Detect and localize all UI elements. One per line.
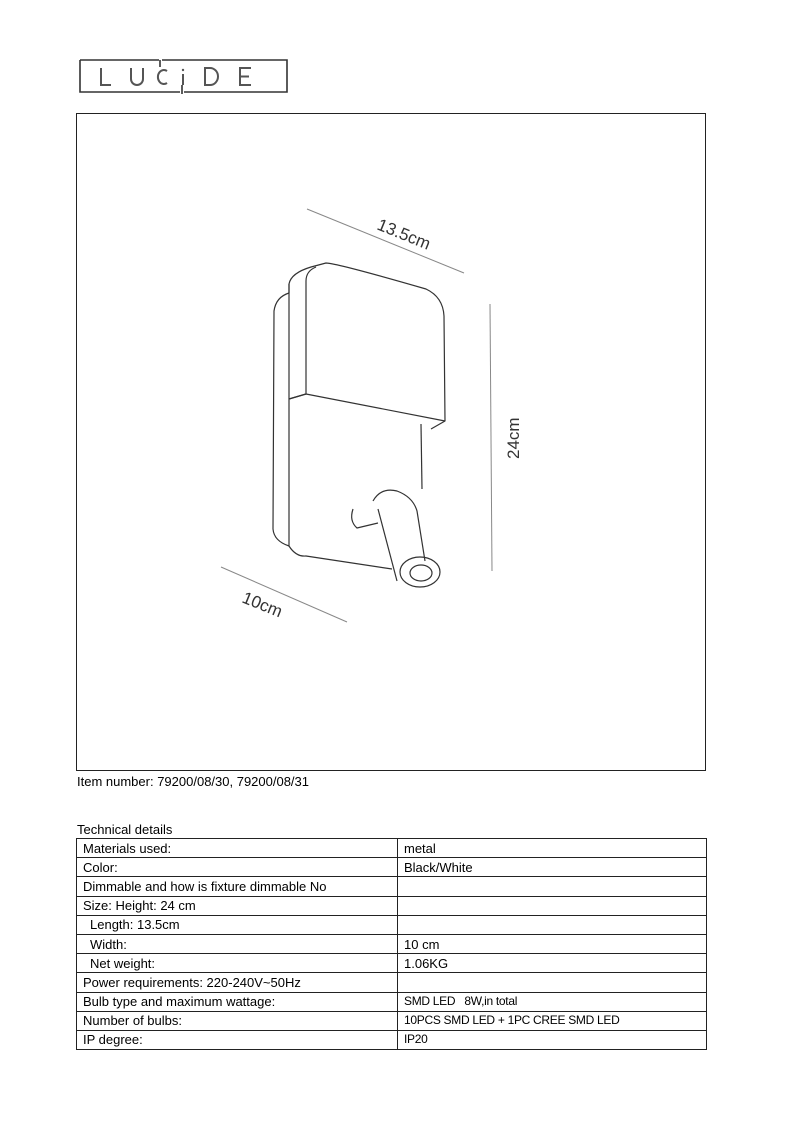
spec-key: Size: Height: 24 cm: [77, 896, 398, 915]
table-row: [77, 858, 707, 877]
spec-value: 1.06KG: [398, 954, 707, 973]
product-drawing-frame: [76, 113, 706, 771]
spec-value: metal: [398, 839, 707, 858]
technical-details-table: [76, 838, 707, 1050]
spec-key: Number of bulbs:: [77, 1011, 398, 1030]
dimension-height: 24cm: [504, 417, 523, 459]
lucide-logo: [79, 57, 288, 94]
spec-key: Bulb type and maximum wattage:: [77, 992, 398, 1011]
spec-value: 10PCS SMD LED + 1PC CREE SMD LED: [398, 1011, 707, 1030]
table-row: [77, 1011, 707, 1030]
spec-value: 10 cm: [398, 934, 707, 953]
spec-key: Width:: [77, 934, 398, 953]
table-row: [77, 934, 707, 953]
spec-value: [398, 915, 707, 934]
spec-value: [398, 896, 707, 915]
wall-lamp-drawing: [77, 114, 707, 772]
technical-details-title: Technical details: [77, 822, 173, 837]
table-row: [77, 877, 707, 896]
dimension-length: 13.5cm: [374, 215, 434, 254]
spec-key: Dimmable and how is fixture dimmable No: [77, 877, 398, 896]
spec-value: [398, 877, 707, 896]
item-number: Item number: 79200/08/30, 79200/08/31: [77, 774, 310, 789]
dimension-width: 10cm: [239, 588, 286, 622]
table-row: [77, 992, 707, 1011]
spec-value: SMD LED 8W,in total: [398, 992, 707, 1011]
table-row: [77, 954, 707, 973]
spec-value: [398, 973, 707, 992]
spec-key: Length: 13.5cm: [77, 915, 398, 934]
spec-key: Materials used:: [77, 839, 398, 858]
table-row: [77, 915, 707, 934]
spec-key: IP degree:: [77, 1030, 398, 1049]
spec-value: IP20: [398, 1030, 707, 1049]
spec-key: Power requirements: 220-240V~50Hz: [77, 973, 398, 992]
table-row: [77, 973, 707, 992]
table-row: [77, 1030, 707, 1049]
spec-value: Black/White: [398, 858, 707, 877]
spec-key: Color:: [77, 858, 398, 877]
spec-key: Net weight:: [77, 954, 398, 973]
table-row: [77, 839, 707, 858]
table-row: [77, 896, 707, 915]
